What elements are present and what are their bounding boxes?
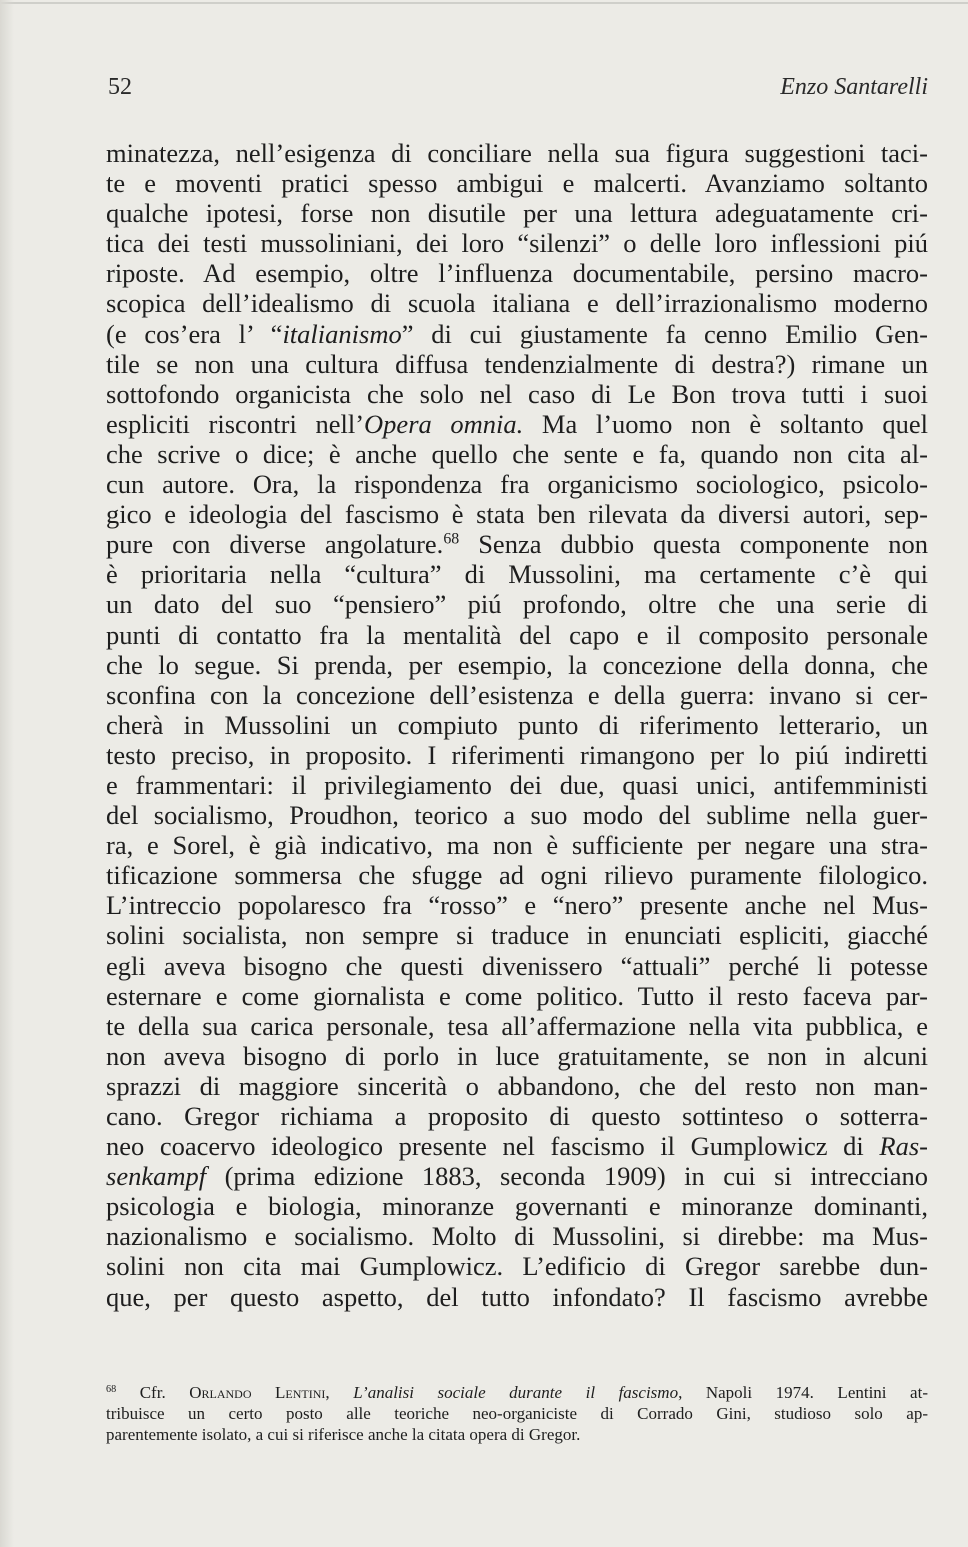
gutter-shadow xyxy=(0,0,14,1547)
text-line xyxy=(106,1131,928,1161)
text-line: scopica dell’idealismo di scuola italiana e dell’irrazionalismo moderno xyxy=(106,288,928,319)
text-run: Ma l’uomo non è soltanto quel xyxy=(523,408,928,439)
text-run: (prima edizione 1883, seconda 1909) in cui si intrecciano xyxy=(206,1161,928,1192)
text-line: cun autore. Ora, la rispondenza fra organicismo sociologico, psicolo- xyxy=(106,469,928,500)
text-run: , xyxy=(325,1383,354,1402)
text-line: un dato del suo “pensiero” piú profondo, oltre che una serie di xyxy=(106,589,928,620)
text-line: psicologia e biologia, minoranze governanti e minoranze dominanti, xyxy=(106,1191,928,1222)
text-line: te della sua carica personale, tesa all’affermazione nella vita pubblica, e xyxy=(106,1010,928,1041)
text-line: te e moventi pratici spesso ambigui e malcerti. Avanziamo soltanto xyxy=(106,168,928,199)
italic-title: Opera omnia. xyxy=(364,408,524,439)
footnote-reference: 68 xyxy=(443,530,460,548)
footnote-marker: 68 xyxy=(106,1383,117,1395)
footnote-line: tribuisce un certo posto alle teoriche neo-organiciste di Corrado Gini, studioso solo ap- xyxy=(106,1404,928,1423)
cited-author: Orlando Lentini xyxy=(189,1383,326,1402)
text-line: che scrive o dice; è anche quello che sente e fa, quando non cita al- xyxy=(106,438,928,469)
text-line: è prioritaria nella “cultura” di Mussolini, ma certamente c’è qui xyxy=(106,559,928,590)
text-line: del socialismo, Proudhon, teorico a suo modo del sublime nella guer- xyxy=(106,800,928,831)
text-line: punti di contatto fra la mentalità del capo e il composito personale xyxy=(106,619,928,650)
text-line: cherà in Mussolini un compiuto punto di riferimento letterario, un xyxy=(106,709,928,740)
text-run: (e cos’era l’ “ xyxy=(106,318,283,349)
text-line: gico e ideologia del fascismo è stata ben rilevata da diversi autori, sep- xyxy=(106,499,928,530)
cited-title: L’analisi sociale durante il fascismo xyxy=(353,1383,679,1402)
top-edge-line xyxy=(0,2,968,4)
text-line: ra, e Sorel, è già indicativo, ma non è sufficiente per negare una stra- xyxy=(106,830,928,861)
body-text xyxy=(106,138,928,1312)
text-line: che lo segue. Si prenda, per esempio, la concezione della donna, che xyxy=(106,649,928,680)
footnote-line xyxy=(106,1382,928,1403)
text-line: qualche ipotesi, forse non disutile per una lettura adeguatamente cri- xyxy=(106,198,928,229)
text-line: testo preciso, in proposito. I riferimenti rimangono per lo piú indiretti xyxy=(106,739,928,770)
text-run: ” di cui giustamente fa cenno Emilio Gen- xyxy=(401,318,928,349)
text-run: pure con diverse angolature. xyxy=(106,529,444,560)
text-line xyxy=(106,319,928,349)
text-line: sprazzi di maggiore sincerità o abbandono, che del resto non man- xyxy=(106,1070,928,1101)
footnote-line: parentemente isolato, a cui si riferisce anche la citata opera di Gregor. xyxy=(106,1425,581,1444)
page-header xyxy=(108,74,928,108)
text-line: que, per questo aspetto, del tutto infondato? Il fascismo avrebbe xyxy=(106,1281,928,1312)
text-line: cano. Gregor richiama a proposito di questo sottinteso o sotterra- xyxy=(106,1101,928,1131)
text-run: Senza dubbio questa componente non xyxy=(459,529,928,560)
text-run: Cfr. xyxy=(139,1383,190,1402)
text-line xyxy=(106,529,928,559)
footnote xyxy=(106,1382,928,1445)
text-line: sconfina con la concezione dell’esistenza e della guerra: invano si cer- xyxy=(106,679,928,710)
text-line: solini socialista, non sempre si traduce in enunciati espliciti, giacché xyxy=(106,920,928,951)
text-line: tica dei testi mussoliniani, dei loro “silenzi” o delle loro inflessioni piú xyxy=(106,228,928,259)
italic-title: Ras- xyxy=(879,1131,928,1162)
text-line: L’intreccio popolaresco fra “rosso” e “nero” presente anche nel Mus- xyxy=(106,890,928,921)
text-line: nazionalismo e socialismo. Molto di Mussolini, si direbbe: ma Mus- xyxy=(106,1221,928,1252)
text-run: espliciti riscontri nell’ xyxy=(106,408,365,439)
text-line xyxy=(106,1161,928,1191)
text-line: egli aveva bisogno che questi divenissero “attuali” perché li potesse xyxy=(106,950,928,981)
text-line: sottofondo organicista che solo nel caso di Le Bon trova tutti i suoi xyxy=(106,378,928,409)
text-line: tile se non una cultura diffusa tendenzialmente di destra?) rimane un xyxy=(106,348,928,379)
text-run: neo coacervo ideologico presente nel fascismo il Gumplowicz di xyxy=(106,1131,880,1162)
text-line: tificazione sommersa che sfugge ad ogni rilievo puramente filologico. xyxy=(106,860,928,891)
text-line: riposte. Ad esempio, oltre l’influenza documentabile, persino macro- xyxy=(106,258,928,289)
italic-title: senkampf xyxy=(106,1161,207,1192)
text-line xyxy=(106,409,928,439)
page-number: 52 xyxy=(108,74,132,100)
text-line: esternare e come giornalista e come politico. Tutto il resto faceva par- xyxy=(106,980,928,1011)
running-head: Enzo Santarelli xyxy=(780,74,928,100)
text-line: solini non cita mai Gumplowicz. L’edificio di Gregor sarebbe dun- xyxy=(106,1251,928,1282)
text-line: minatezza, nell’esigenza di conciliare nella sua figura suggestioni taci- xyxy=(106,138,928,168)
italic-term: italianismo xyxy=(282,318,402,349)
text-run: , Napoli 1974. Lentini at- xyxy=(678,1383,928,1402)
text-line: e frammentari: il privilegiamento dei due, quasi unici, antifemministi xyxy=(106,769,928,800)
text-line: non aveva bisogno di porlo in luce gratuitamente, se non in alcuni xyxy=(106,1040,928,1071)
